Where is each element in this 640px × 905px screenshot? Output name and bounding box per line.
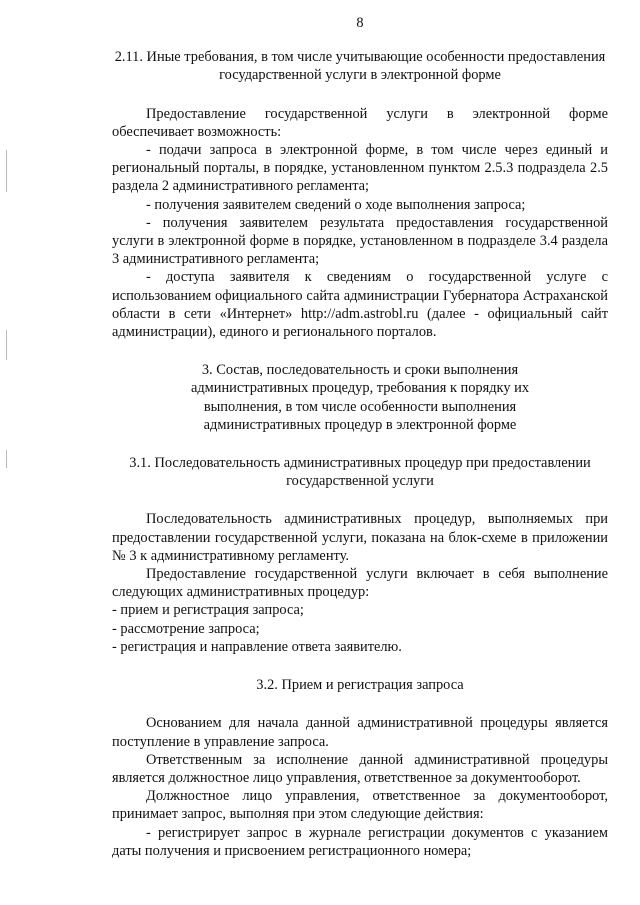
scan-edge-mark <box>6 150 7 192</box>
heading-line: 3.1. Последовательность административных процедур при предоставлении <box>129 455 591 472</box>
page-number: 8 <box>356 15 364 31</box>
paragraph: Предоставление государственной услуги включает в себя выполнение следующих административных процедур: <box>112 566 608 601</box>
paragraph: Основанием для начала данной административной процедуры является поступление в управление запроса. <box>112 715 608 750</box>
paragraph: Должностное лицо управления, ответственное за документооборот, принимает запрос, выполняя при этом следующие действия: <box>112 788 608 823</box>
list-item: - получения заявителем сведений о ходе выполнения запроса; <box>146 196 526 213</box>
section-3-1-heading <box>112 454 608 490</box>
section-3-2-heading: 3.2. Прием и регистрация запроса <box>256 677 464 694</box>
heading-line: государственной услуги <box>286 473 434 490</box>
section-3-heading <box>112 361 608 434</box>
heading-line: 3. Состав, последовательность и сроки выполнения <box>201 362 519 379</box>
document-page <box>112 14 608 860</box>
paragraph: Последовательность административных процедур, выполняемых при предоставлении государственной услуги, показана на блок-схеме в приложении № 3 к административному регламенту. <box>112 511 608 564</box>
list-item: - рассмотрение запроса; <box>112 620 260 637</box>
scan-edge-mark <box>6 450 7 468</box>
paragraph: Ответственным за исполнение данной административной процедуры является должностное лицо управления, ответственное за документооборот. <box>112 751 608 786</box>
heading-line: выполнения, в том числе особенности выполнения <box>203 398 517 415</box>
scan-edge-mark <box>6 330 7 360</box>
list-item: - получения заявителем результата предоставления государственной услуги в электронной форме в порядке, установленном в подразделе 3.4 раздела 3 административного регламента; <box>112 214 608 268</box>
list-item: - доступа заявителя к сведениям о государственной услуге с использованием официального сайта администрации Губернатора Астраханской области в сети «Интернет» http://adm.astrobl.ru (далее - официальный сайт администрации), единого и регионального порталов. <box>112 269 608 341</box>
list-item: - регистрация и направление ответа заявителю. <box>112 638 402 655</box>
heading-line: административных процедур в электронной форме <box>203 416 517 433</box>
list-item: - подачи запроса в электронной форме, в том числе через единый и региональный порталы, в порядке, установленном пунктом 2.5.3 подраздела 2.5 раздела 2 административного регламента; <box>112 142 608 195</box>
heading-line: административных процедур, требования к порядку их <box>190 380 530 397</box>
paragraph: Предоставление государственной услуги в электронной форме обеспечивает возможность: <box>112 105 608 140</box>
list-item: - прием и регистрация запроса; <box>112 602 304 619</box>
list-item: - регистрирует запрос в журнале регистрации документов с указанием даты получения и присвоением регистрационного номера; <box>112 824 608 859</box>
section-2-11-heading: 2.11. Иные требования, в том числе учитывающие особенности предоставления государственной услуги в электронной форме <box>114 49 606 84</box>
